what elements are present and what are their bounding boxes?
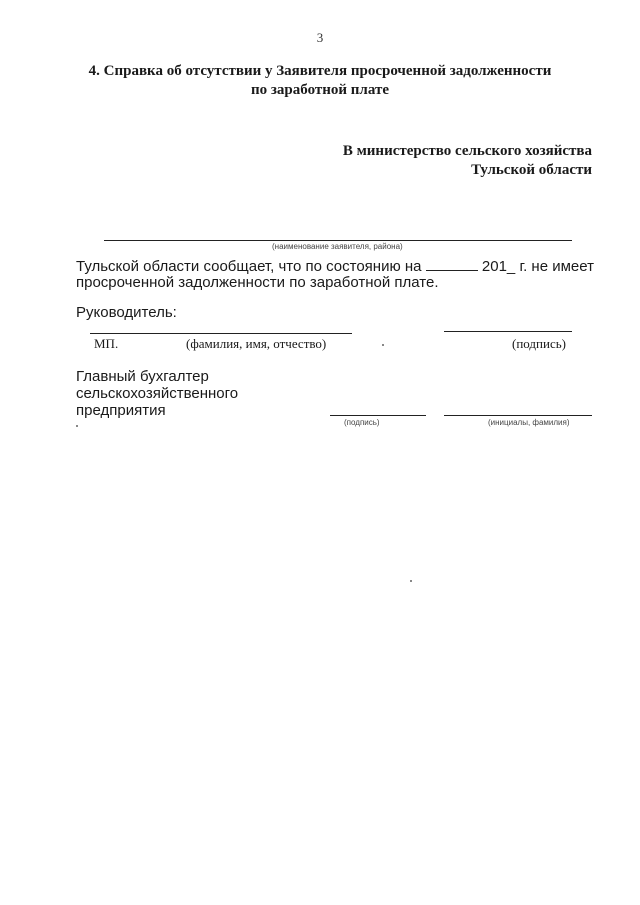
scan-speck [76,425,78,427]
statement-year: 201_ [481,258,516,275]
applicant-caption: (наименование заявителя, района) [272,242,403,251]
statement-part-1: Тульской области сообщает, что по состоянию на [76,258,422,275]
scan-speck [410,580,412,582]
accountant-signature-caption: (подпись) [344,418,380,427]
accountant-name-line [444,415,592,416]
statement-line-2: просроченной задолженности по заработной плате. [76,274,439,291]
statement-part-2: г. не имеет [519,258,594,275]
addressee-line-1: В министерство сельского хозяйства [342,143,592,159]
stamp-label: МП. [94,336,119,351]
applicant-name-line [104,240,572,241]
addressee-line-2: Тульской области [471,162,592,178]
accountant-line-3: предприятия [76,402,166,419]
head-signature-line [444,331,572,332]
accountant-name-caption: (инициалы, фамилия) [488,418,570,427]
accountant-line-1: Главный бухгалтер [76,368,209,385]
scan-speck [382,344,384,346]
addressee-block [292,142,592,180]
title-line-2: по заработной плате [251,82,389,98]
accountant-signature-line [330,415,426,416]
date-blank [426,258,478,271]
head-label: Руководитель: [76,304,177,321]
page-number: 3 [316,30,324,45]
head-name-caption: (фамилия, имя, отчество) [186,336,327,351]
title-line-1: 4. Справка об отсутствии у Заявителя просроченной задолженности [88,63,552,79]
accountant-line-2: сельскохозяйственного [76,385,239,402]
head-name-line [90,333,352,334]
document-title [60,62,580,100]
head-signature-caption: (подпись) [512,336,566,351]
